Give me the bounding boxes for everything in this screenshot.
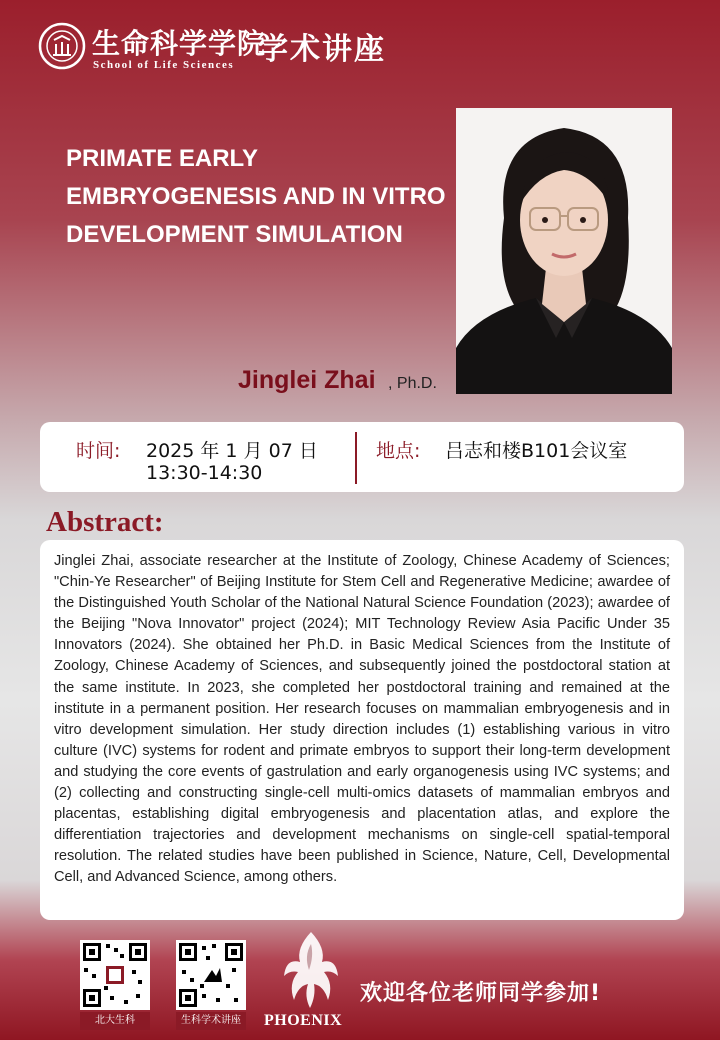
info-divider [355,432,357,484]
phoenix-logo-icon [276,930,346,1012]
time-label: 时间: [76,440,121,462]
qr2-caption: 生科学术讲座 [176,1012,246,1030]
speaker-name: Jinglei Zhai [238,366,376,394]
qr-code-icon [176,940,246,1010]
event-info-box [40,422,684,492]
lecture-label: 学术讲座 [258,32,386,67]
qr-code-icon [80,940,150,1010]
speaker-photo [456,108,672,394]
qr1-caption: 北大生科 [80,1012,150,1030]
phoenix-brand: PHOENIX [264,1012,343,1029]
event-date: 2025 年 1 月 07 日 [146,440,318,462]
talk-title: PRIMATE EARLY EMBRYOGENESIS AND IN VITRO DEVELOPMENT SIMULATION [66,145,446,248]
abstract-box [40,540,684,920]
event-place: 吕志和楼B101会议室 [445,440,628,462]
speaker-degree: , Ph.D. [388,375,437,392]
event-time: 13:30-14:30 [146,462,263,484]
university-logo-icon [38,22,86,70]
place-label: 地点: [376,440,421,462]
welcome-message: 欢迎各位老师同学参加! [360,981,602,1006]
school-name-cn: 生命科学学院 [92,27,267,60]
school-name-en: School of Life Sciences [93,59,235,71]
abstract-heading: Abstract: [46,506,164,538]
abstract-text: Jinglei Zhai, associate researcher at the Institute of Zoology, Chinese Academy of Sciences; "Chin-Ye Researcher" of Beijing Institute for Stem Cell and Regenerative Medicine; awardee of the Distinguished Youth Scholar of the National Natural Science Foundation (2023); awardee of the Beijing "Nova Innovator" project (2024); MIT Technology Review Asia Pacific Under 35 Innovators (2024). She obtained her Ph.D. in Basic Medical Sciences from the Institute of Zoology, Chinese Academy of Sciences, and subsequently joined the postdoctoral station at the same institute. In 2023, she completed her postdoctoral training and remained at the institute in a permanent position. Her research focuses on mammalian embryogenesis and in vitro development simulation. Her study direction includes (1) establishing various in vitro culture (IVC) systems for rodent and primate embryos to support their long-term development and studying the core events of gastrulation and early organogenesis using IVC systems; and (2) collecting and constructing single-cell multi-omics datasets of mammalian embryos and placentas, establishing digital embryogenesis and placentation atlas, and explore the differentiation trajectories and development mechanisms on single-cell spatial-temporal resolution. The related studies have been published in Science, Nature, Cell, Developmental Cell, and Advanced Science, among others. [54,553,670,886]
